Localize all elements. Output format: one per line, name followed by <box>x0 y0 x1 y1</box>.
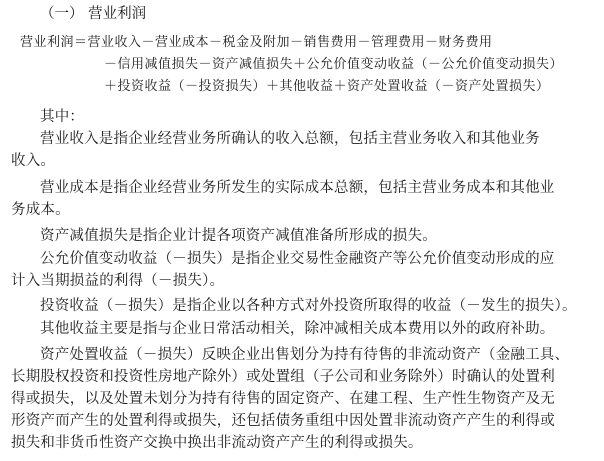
fair-value-paragraph-line-2: 计入当期损益的利得（－损失）。 <box>11 273 225 289</box>
where-label: 其中： <box>40 109 85 125</box>
operating-cost-paragraph-line-2: 务成本。 <box>11 202 70 218</box>
fair-value-paragraph-line-1: 公允价值变动收益（－损失）是指企业交易性金融资产等公允价值变动形成的应 <box>40 251 555 267</box>
asset-disposal-paragraph-line-4: 形资产而产生的处置利得或损失，还包括债务重组中因处置非流动资产产生的利得或 <box>11 413 555 429</box>
formula-line-3: ＋投资收益（－投资损失）＋其他收益＋资产处置收益（－资产处置损失） <box>104 79 550 94</box>
section-heading: （一） 营业利润 <box>40 6 147 22</box>
asset-disposal-paragraph-line-3: 得或损失，以及处置未划分为持有待售的固定资产、在建工程、生产性生物资产及无 <box>11 391 555 407</box>
formula-line-2: －信用减值损失－资产减值损失＋公允价值变动收益（－公允价值变动损失） <box>104 57 564 72</box>
operating-revenue-paragraph-line-1: 营业收入是指企业经营业务所确认的收入总额，包括主营业务收入和其他业务 <box>40 131 540 147</box>
asset-impairment-paragraph: 资产减值损失是指企业计提各项资产减值准备所形成的损失。 <box>40 228 437 244</box>
operating-cost-paragraph-line-1: 营业成本是指企业经营业务所发生的实际成本总额，包括主营业务成本和其他业 <box>40 180 555 196</box>
formula-line-1: 营业利润＝营业收入－营业成本－税金及附加－销售费用－管理费用－财务费用 <box>20 35 493 50</box>
asset-disposal-paragraph-line-2: 长期股权投资和投资性房地产除外）或处置组（子公司和业务除外）时确认的处置利 <box>11 369 555 385</box>
asset-disposal-paragraph-line-5: 损失和非货币性资产交换中换出非流动资产产生的利得或损失。 <box>11 435 423 451</box>
investment-income-paragraph: 投资收益（－损失）是指企业以各种方式对外投资所取得的收益（－发生的损失）。 <box>40 298 577 314</box>
other-income-paragraph: 其他收益主要是指与企业日常活动相关，除冲减相关成本费用以外的政府补助。 <box>40 321 555 337</box>
asset-disposal-paragraph-line-1: 资产处置收益（－损失）反映企业出售划分为持有待售的非流动资产（金融工具、 <box>40 347 570 363</box>
operating-revenue-paragraph-line-2: 收入。 <box>11 153 56 169</box>
